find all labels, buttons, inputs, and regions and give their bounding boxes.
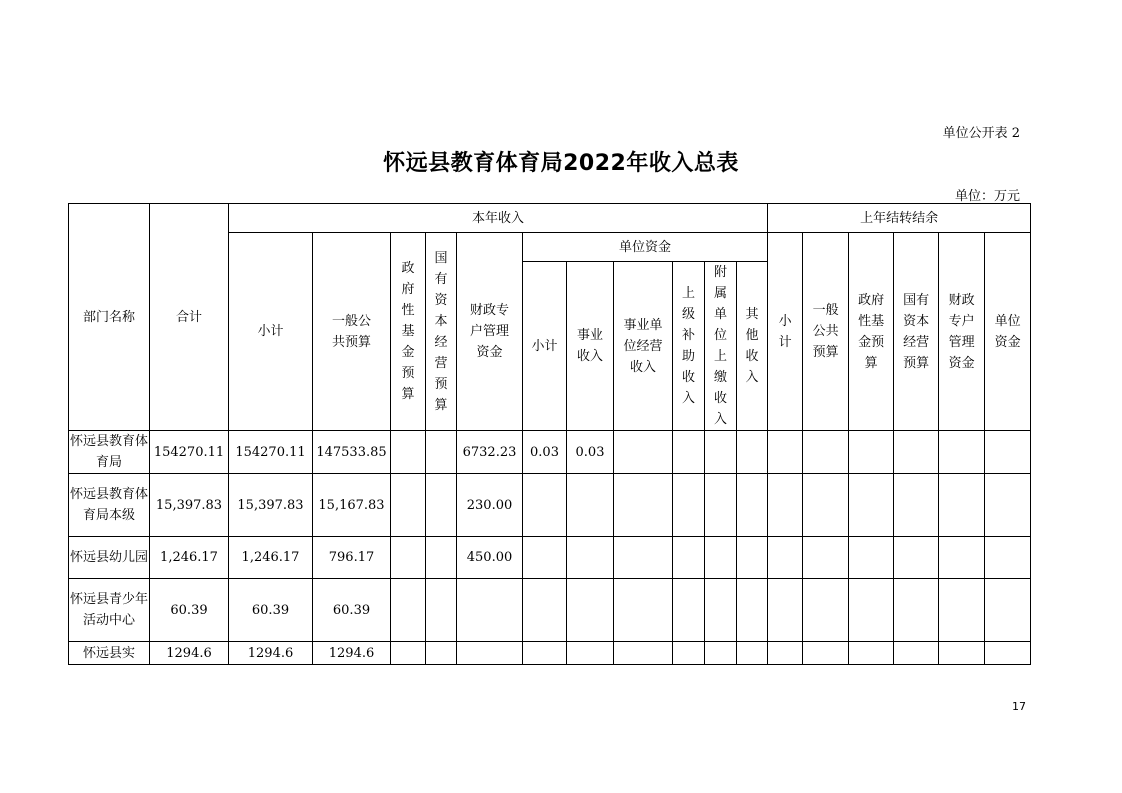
cell-p-general <box>803 642 849 665</box>
cell-state-capital <box>426 474 457 537</box>
cell-subtotal: 60.39 <box>229 579 313 642</box>
cell-state-capital <box>426 431 457 474</box>
header-prev-year-carryover: 上年结转结余 <box>768 204 1031 233</box>
cell-p-fiscal-special <box>939 431 985 474</box>
cell-gov-fund <box>391 431 426 474</box>
header-state-capital-budget <box>426 233 457 431</box>
cell-general: 147533.85 <box>313 431 391 474</box>
cell-state-capital <box>426 579 457 642</box>
header-prev-state-capital-text: 国有资本经营预算 <box>903 292 930 371</box>
cell-p-unit <box>985 642 1031 665</box>
cell-subtotal: 154270.11 <box>229 431 313 474</box>
cell-p-state-capital <box>894 474 939 537</box>
header-uf-operating-income <box>614 262 673 431</box>
cell-fiscal-special <box>457 579 523 642</box>
cell-uf-business <box>567 474 614 537</box>
header-uf-upper-subsidy <box>673 262 705 431</box>
cell-uf-business: 0.03 <box>567 431 614 474</box>
header-total: 合计 <box>150 204 229 431</box>
cell-uf-operating <box>614 579 673 642</box>
income-table <box>68 203 1031 665</box>
table-row <box>69 642 1031 665</box>
cell-uf-upper <box>673 642 705 665</box>
header-uf-operating-income-text: 事业单位经营收入 <box>623 317 663 375</box>
cell-p-unit <box>985 431 1031 474</box>
cell-uf-other <box>737 537 768 579</box>
cell-p-subtotal <box>768 474 803 537</box>
cell-p-gov-fund <box>849 537 894 579</box>
cell-state-capital <box>426 537 457 579</box>
cell-general: 1294.6 <box>313 642 391 665</box>
cell-uf-subtotal <box>523 537 567 579</box>
cell-dept-name: 怀远县青少年活动中心 <box>69 579 150 642</box>
header-uf-subtotal: 小计 <box>523 262 567 431</box>
cell-gov-fund <box>391 642 426 665</box>
header-prev-unit-funds-text: 单位资金 <box>994 313 1021 350</box>
cell-general: 60.39 <box>313 579 391 642</box>
cell-uf-other <box>737 431 768 474</box>
cell-uf-upper <box>673 579 705 642</box>
cell-uf-affiliated <box>705 474 737 537</box>
cell-fiscal-special: 6732.23 <box>457 431 523 474</box>
header-prev-fiscal-special-text: 财政专户管理资金 <box>948 292 975 371</box>
header-uf-other-income-text: 其他收入 <box>745 307 759 385</box>
table-row <box>69 431 1031 474</box>
header-uf-business-income <box>567 262 614 431</box>
cell-p-gov-fund <box>849 642 894 665</box>
cell-subtotal: 15,397.83 <box>229 474 313 537</box>
header-uf-affiliated-remit-text: 附属单位上缴收入 <box>713 265 727 427</box>
cell-gov-fund <box>391 537 426 579</box>
cell-p-subtotal <box>768 579 803 642</box>
cell-dept-name: 怀远县教育体育局 <box>69 431 150 474</box>
header-general-public-budget-text: 一般公共预算 <box>331 313 371 350</box>
cell-uf-other <box>737 474 768 537</box>
header-prev-gov-fund <box>849 233 894 431</box>
header-prev-general-public-text: 一般公共预算 <box>812 303 839 360</box>
cell-subtotal: 1,246.17 <box>229 537 313 579</box>
header-gov-fund-budget <box>391 233 426 431</box>
cell-total: 1,246.17 <box>150 537 229 579</box>
cell-fiscal-special: 450.00 <box>457 537 523 579</box>
cell-dept-name: 怀远县教育体育局本级 <box>69 474 150 537</box>
cell-total: 154270.11 <box>150 431 229 474</box>
header-subtotal: 小计 <box>229 233 313 431</box>
cell-uf-operating <box>614 431 673 474</box>
cell-p-gov-fund <box>849 579 894 642</box>
header-gov-fund-budget-text: 政府性基金预算 <box>401 261 415 402</box>
header-prev-fiscal-special <box>939 233 985 431</box>
header-prev-subtotal <box>768 233 803 431</box>
cell-uf-affiliated <box>705 431 737 474</box>
cell-gov-fund <box>391 474 426 537</box>
cell-uf-other <box>737 642 768 665</box>
cell-p-gov-fund <box>849 474 894 537</box>
header-prev-general-public <box>803 233 849 431</box>
header-general-public-budget <box>313 233 391 431</box>
page-title: 怀远县教育体育局2022年收入总表 <box>383 151 739 176</box>
cell-p-unit <box>985 579 1031 642</box>
cell-uf-subtotal <box>523 474 567 537</box>
cell-uf-operating <box>614 474 673 537</box>
header-fiscal-special-account-text: 财政专户管理资金 <box>469 303 509 360</box>
header-fiscal-special-account <box>457 233 523 431</box>
header-dept-name: 部门名称 <box>69 204 150 431</box>
header-uf-upper-subsidy-text: 上级补助收入 <box>681 286 695 406</box>
cell-fiscal-special: 230.00 <box>457 474 523 537</box>
header-unit-funds: 单位资金 <box>523 233 768 262</box>
cell-p-general <box>803 537 849 579</box>
header-prev-subtotal-text: 小计 <box>778 313 792 350</box>
cell-subtotal: 1294.6 <box>229 642 313 665</box>
cell-uf-operating <box>614 537 673 579</box>
cell-p-gov-fund <box>849 431 894 474</box>
cell-p-fiscal-special <box>939 474 985 537</box>
table-row <box>69 537 1031 579</box>
form-number: 单位公开表 2 <box>942 126 1020 141</box>
cell-p-state-capital <box>894 431 939 474</box>
cell-uf-affiliated <box>705 642 737 665</box>
cell-general: 15,167.83 <box>313 474 391 537</box>
cell-p-subtotal <box>768 537 803 579</box>
header-prev-gov-fund-text: 政府性基金预算 <box>858 292 885 371</box>
cell-fiscal-special <box>457 642 523 665</box>
cell-p-state-capital <box>894 579 939 642</box>
cell-uf-subtotal: 0.03 <box>523 431 567 474</box>
cell-total: 60.39 <box>150 579 229 642</box>
cell-general: 796.17 <box>313 537 391 579</box>
cell-state-capital <box>426 642 457 665</box>
header-uf-business-income-text: 事业收入 <box>576 328 603 364</box>
cell-p-general <box>803 474 849 537</box>
table-row <box>69 579 1031 642</box>
cell-uf-business <box>567 537 614 579</box>
cell-p-state-capital <box>894 537 939 579</box>
cell-uf-upper <box>673 474 705 537</box>
page-number: 17 <box>1012 700 1026 713</box>
cell-p-subtotal <box>768 431 803 474</box>
cell-p-fiscal-special <box>939 642 985 665</box>
cell-uf-upper <box>673 537 705 579</box>
cell-uf-subtotal <box>523 579 567 642</box>
cell-p-general <box>803 431 849 474</box>
cell-p-unit <box>985 474 1031 537</box>
header-current-year-income: 本年收入 <box>229 204 768 233</box>
cell-p-state-capital <box>894 642 939 665</box>
cell-p-fiscal-special <box>939 537 985 579</box>
header-uf-affiliated-remit <box>705 262 737 431</box>
header-prev-unit-funds <box>985 233 1031 431</box>
cell-uf-other <box>737 579 768 642</box>
cell-total: 1294.6 <box>150 642 229 665</box>
cell-total: 15,397.83 <box>150 474 229 537</box>
cell-p-unit <box>985 537 1031 579</box>
header-uf-other-income <box>737 262 768 431</box>
cell-p-general <box>803 579 849 642</box>
cell-uf-subtotal <box>523 642 567 665</box>
header-prev-state-capital <box>894 233 939 431</box>
cell-uf-business <box>567 579 614 642</box>
cell-dept-name: 怀远县幼儿园 <box>69 537 150 579</box>
cell-uf-operating <box>614 642 673 665</box>
cell-uf-affiliated <box>705 579 737 642</box>
cell-p-subtotal <box>768 642 803 665</box>
cell-uf-upper <box>673 431 705 474</box>
header-state-capital-budget-text: 国有资本经营预算 <box>434 250 448 413</box>
table-row <box>69 474 1031 537</box>
cell-uf-business <box>567 642 614 665</box>
cell-p-fiscal-special <box>939 579 985 642</box>
unit-label: 单位：万元 <box>954 189 1020 204</box>
cell-gov-fund <box>391 579 426 642</box>
cell-uf-affiliated <box>705 537 737 579</box>
cell-dept-name: 怀远县实 <box>69 642 150 665</box>
